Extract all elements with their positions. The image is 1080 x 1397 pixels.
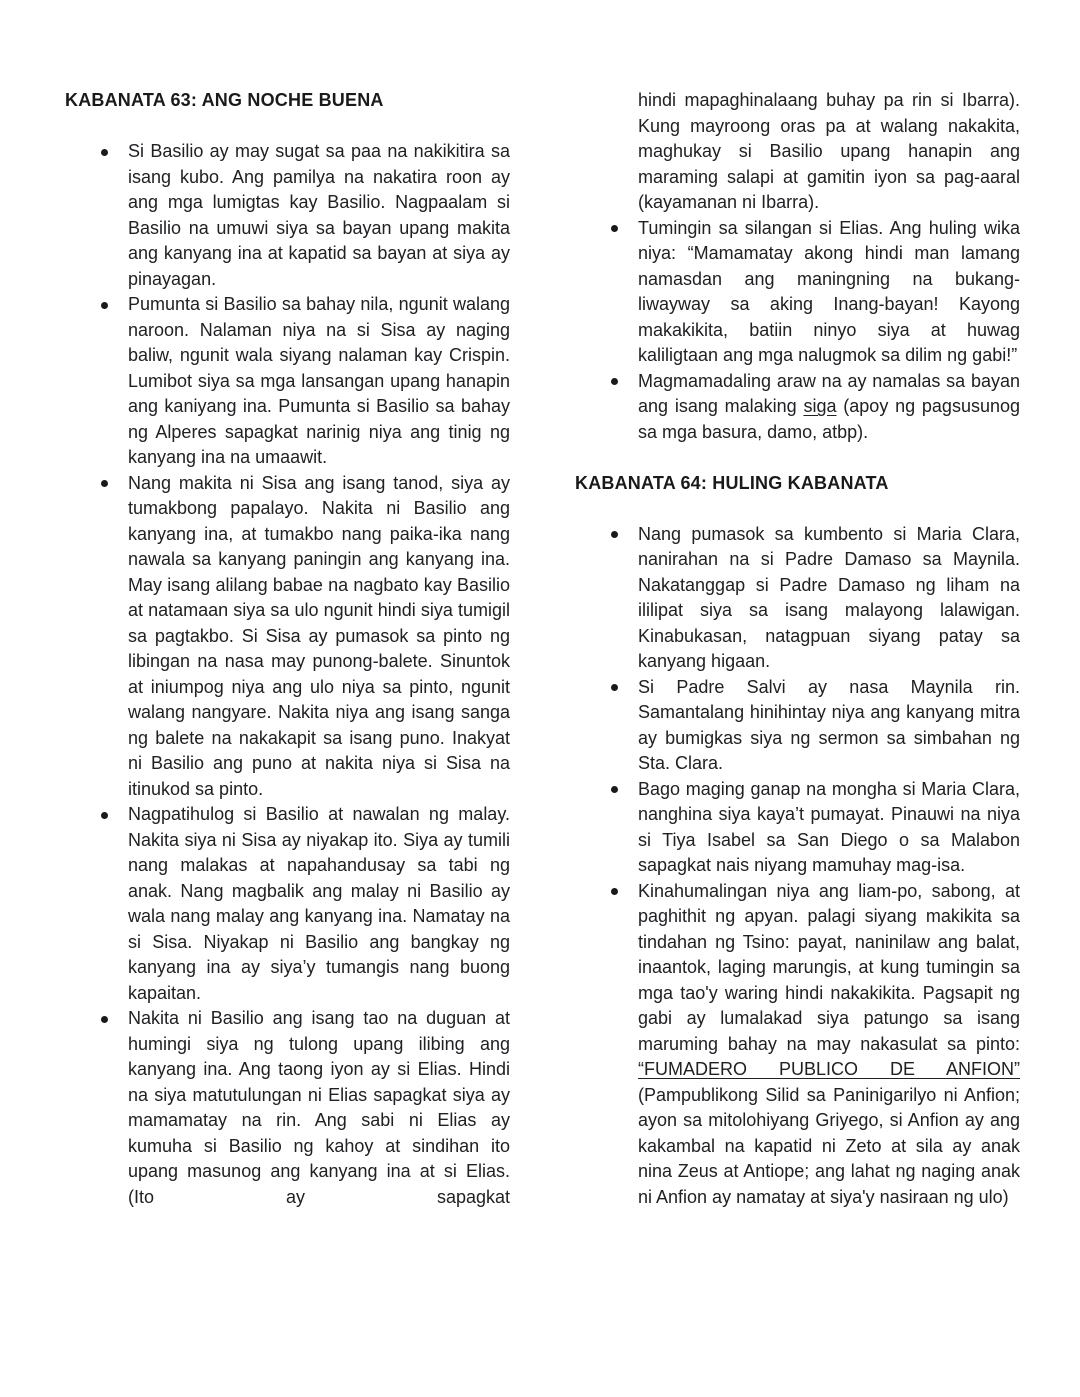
list-item [575,879,1020,1211]
text-run: hindi mapaghinalaang buhay pa rin si Ibarra). Kung mayroong oras pa at walang nakakita, maghukay si Basilio upang hanapin ang maraming salapi at gamitin iyon sa pag-aaral (kayamanan ni Ibarra). [638,90,1020,212]
list-item-text [128,473,510,799]
column-left [65,88,510,1367]
bullet-icon [101,1016,108,1023]
text-run: Kinahumalingan niya ang liam-po, sabong, at paghithit ng apyan. palagi siyang makikita sa tindahan ng Tsino: payat, naninilaw ang balat, inaantok, laging marungis, at kung tumingin sa mga tao'y waring hindi nakakikita. Pagsapit ng gabi ay lumalakad siya patungo sa isang maruming bahay na may nakasulat sa pinto: [638,880,1020,1054]
list-item-text [638,218,1020,366]
bullet-icon [101,812,108,819]
text-run: Si Padre Salvi ay nasa Maynila rin. Samantalang hinihintay niya ang kanyang mitra ay bumigkas siya ng sermon sa simbahan ng Sta. Clara. [638,676,1020,773]
text-run: (Pampublikong Silid sa Paninigarilyo ni Anfion; ayon sa mitolohiyang Griyego, si Anfion ay ang kakambal na kapatid ni Zeto at sila ay anak nina Zeus at Antiope; ang lahat ng naging anak ni Anfion ay namatay at siya'y nasiraan ng ulo) [638,1084,1020,1207]
bullet-icon [101,480,108,487]
text-run: Nakita ni Basilio ang isang tao na duguan at humingi siya ng tulong upang ilibing ang kanyang ina. Ang taong iyon ay si Elias. Hindi na siya matutulungan ni Elias sapagkat siya ay mamamatay na rin. Ang sabi ni Elias ay kumuha si Basilio ng kahoy at sindihan ito upang masunog ang kanyang ina at si Elias. (Ito ay sapagkat [128,1008,510,1207]
text-run: Nang makita ni Sisa ang isang tanod, siya ay tumakbong papalayo. Nakita ni Basilio ang kanyang ina, at tumakbo nang paika-ika nang nawala sa kanyang paningin ang kanyang ina. May isang alilang babae na nagbato kay Basilio at natamaan siya sa ulo ngunit hindi siya tumigil sa pagtakbo. Si Sisa ay pumasok sa pinto ng libingan na nasa may punong-balete. Sinuntok at iniumpog niya ang ulo niya sa pinto, ngunit walang nangyare. Nakita niya ang isang sanga ng balete na nakakapit sa isang puno. Inakyat ni Basilio ang puno at nakita niya si Sisa na itinukod sa pinto. [128,472,510,799]
text-run: Magmamadaling araw na ay namalas sa bayan ang isang malaking [638,370,1020,416]
list-item [65,292,510,471]
chapter-64-heading: KABANATA 64: HULING KABANATA [575,472,889,493]
bullet-icon [611,225,618,232]
chapter-64-list [575,522,1020,1211]
list-item [575,675,1020,777]
list-item-text [638,779,1020,876]
text-run: Nang pumasok sa kumbento si Maria Clara, nanirahan na si Padre Damaso sa Maynila. Nakatanggap si Padre Damaso ng liham na ililipat siya sa isang malayong lalawigan. Kinabukasan, natagpuan siyang patay sa kanyang higaan. [638,523,1020,671]
list-item [65,471,510,803]
bullet-icon [611,684,618,691]
list-item [575,777,1020,879]
list-item-text [638,371,1020,442]
list-item [65,802,510,1006]
bullet-icon [611,888,618,895]
text-run: Bago maging ganap na mongha si Maria Clara, nanghina siya kaya’t pumayat. Pinauwi na niya si Tiya Isabel sa San Diego o sa Malabon sapagkat nais niyang mamuhay mag-isa. [638,778,1020,875]
bullet-icon [611,378,618,385]
bullet-icon [101,149,108,156]
chapter-63-list [65,139,510,1210]
list-item-text [128,804,510,1003]
list-item [575,522,1020,675]
list-item [65,1006,510,1210]
text-run: Tumingin sa silangan si Elias. Ang huling wika niya: “Mamamatay akong hindi man lamang namasdan ang maningning na bukang-liwayway sa aking Inang-bayan! Kayong makakikita, batiin ninyo siya at huwag kaliligtaan ang mga nalugmok sa dilim ng gabi!” [638,217,1020,365]
chapter-63-continuation-paragraph [575,88,1020,216]
list-item-text [128,294,510,467]
list-item-text [128,1008,510,1207]
list-item-text [638,677,1020,774]
bullet-icon [611,531,618,538]
text-run: Nagpatihulog si Basilio at nawalan ng malay. Nakita siya ni Sisa ay niyakap ito. Siya ay tumili nang malakas at napahandusay sa tabi ng anak. Nang magbalik ang malay ni Basilio ay wala nang malay ang kanyang ina. Namatay na si Sisa. Niyakap ni Basilio ang bangkay ng kanyang ina ay siya’y tumangis nang buong kapaitan. [128,804,510,1003]
chapter-63-list-continued [575,216,1020,446]
list-item [575,369,1020,446]
list-item-text [638,524,1020,672]
list-item-text [638,881,1020,1207]
underlined-text: siga [803,396,837,416]
bullet-icon [101,302,108,309]
text-run: (apoy ng pagsusunog sa mga basura, damo, atbp). [638,396,1020,442]
bullet-icon [611,786,618,793]
list-item [575,216,1020,369]
list-item [65,139,510,292]
column-right [575,88,1020,1367]
underlined-text: “FUMADERO PUBLICO DE ANFION” [638,1059,1020,1079]
text-run: Pumunta si Basilio sa bahay nila, ngunit walang naroon. Nalaman niya na si Sisa ay naging baliw, ngunit wala siyang nalaman kay Crispin. Lumibot siya sa mga lansangan upang hanapin ang kaniyang ina. Pumunta si Basilio sa bahay ng Alperes sapagkat narinig niya ang tinig ng kanyang ina na umaawit. [128,294,510,467]
text-run: Si Basilio ay may sugat sa paa na nakikitira sa isang kubo. Ang pamilya na nakatira roon ay ang mga lumigtas kay Basilio. Nagpaalam si Basilio na umuwi siya sa bayan upang makita ang kanyang ina at kapatid sa bayan at siya ay pinayagan. [128,141,510,289]
list-item-text [128,141,510,289]
chapter-63-heading: KABANATA 63: ANG NOCHE BUENA [65,90,384,110]
